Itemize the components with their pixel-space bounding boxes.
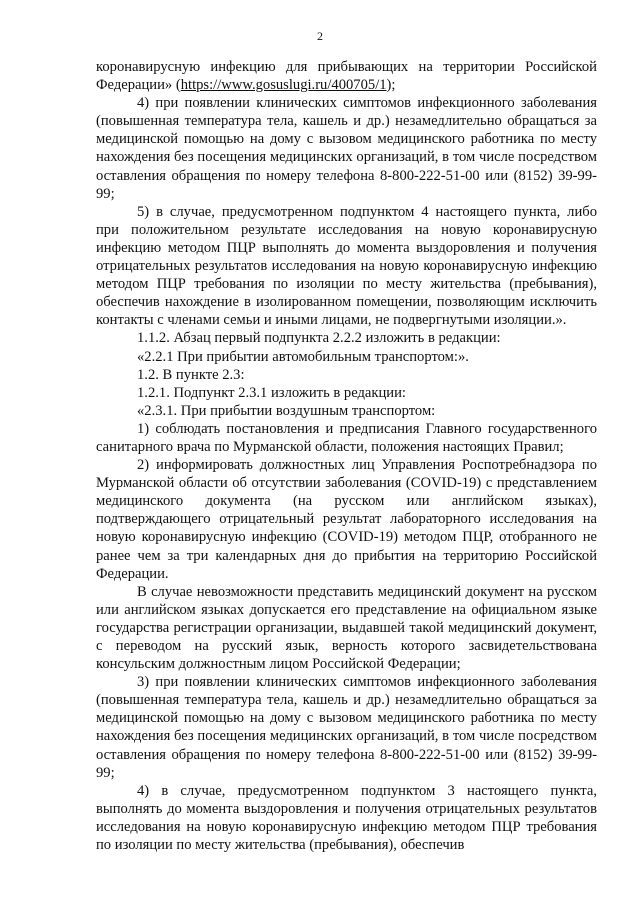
page-number: 2: [317, 29, 323, 43]
paragraph: «2.3.1. При прибытии воздушным транспортом:: [137, 402, 436, 419]
paragraph: 1.1.2. Абзац первый подпункта 2.2.2 изложить в редакции:: [137, 330, 501, 347]
paragraph: 5) в случае, предусмотренном подпунктом 4 настоящего пункта, либо при положительном результате исследования на новую коронавирусную инфекцию методом ПЦР выполнять до момента выздоровления и получения отрицательных результатов исследования на новую коронавирусную инфекцию методом ПЦР требования по изоляции по месту жительства (пребывания), обеспечив нахождение в изолированном помещении, позволяющим исключить контакты с членами семьи и иными лицами, не подвергнутыми изоляции.».: [96, 203, 597, 329]
paragraph: 1) соблюдать постановления и предписания Главного государственного санитарного врача по Мурманской области, положения настоящих Правил;: [96, 420, 597, 455]
paragraph: В случае невозможности представить медицинский документ на русском или английском языках допускается его представление на официальном языке государства регистрации организации, выдавшей такой медицинский документ, с переводом на русский язык, верность которого засвидетельствована консульским должностным лицом Российской Федерации;: [96, 583, 597, 673]
paragraph: 4) в случае, предусмотренном подпунктом 3 настоящего пункта, выполнять до момента выздоровления и получения отрицательных результатов исследования на новую коронавирусную инфекцию методом ПЦР требования по изоляции по месту жительства (пребывания), обеспечив: [96, 782, 597, 854]
paragraph: 3) при появлении клинических симптомов инфекционного заболевания (повышенная температура тела, кашель и др.) незамедлительно обращаться за медицинской помощью на дому с вызовом медицинского работника по месту нахождения без посещения медицинских организаций, в том числе посредством оставления обращения по номеру телефона 8-800-222-51-00 или (8152) 39-99-99;: [96, 674, 597, 781]
paragraph: 4) при появлении клинических симптомов инфекционного заболевания (повышенная температура тела, кашель и др.) незамедлительно обращаться за медицинской помощью на дому с вызовом медицинского работника по месту нахождения без посещения медицинских организаций, в том числе посредством оставления обращения по номеру телефона 8-800-222-51-00 или (8152) 39-99-99;: [96, 95, 597, 202]
paragraph-text: );: [386, 77, 396, 94]
paragraph: «2.2.1 При прибытии автомобильным транспортом:».: [137, 348, 469, 365]
paragraph: 1.2.1. Подпункт 2.3.1 изложить в редакции:: [137, 384, 406, 401]
paragraph: [96, 58, 597, 94]
gosuslugi-link[interactable]: https://www.gosuslugi.ru/400705/1: [180, 77, 387, 94]
paragraph: 1.2. В пункте 2.3:: [137, 366, 245, 383]
document-body: [96, 58, 597, 854]
paragraph: 2) информировать должностных лиц Управления Роспотребнадзора по Мурманской области об отсутствии заболевания (COVID-19) с представлением медицинского документа (на русском или английском языках), подтверждающего отрицательный результат лабораторного исследования на новую коронавирусную инфекцию (COVID-19) методом ПЦР, отобранного не ранее чем за три календарных дня до прибытия на территорию Российской Федерации.: [96, 457, 597, 582]
paragraph-text: коронавирусную инфекцию для прибывающих на территории Российской Федерации» (: [96, 59, 597, 94]
